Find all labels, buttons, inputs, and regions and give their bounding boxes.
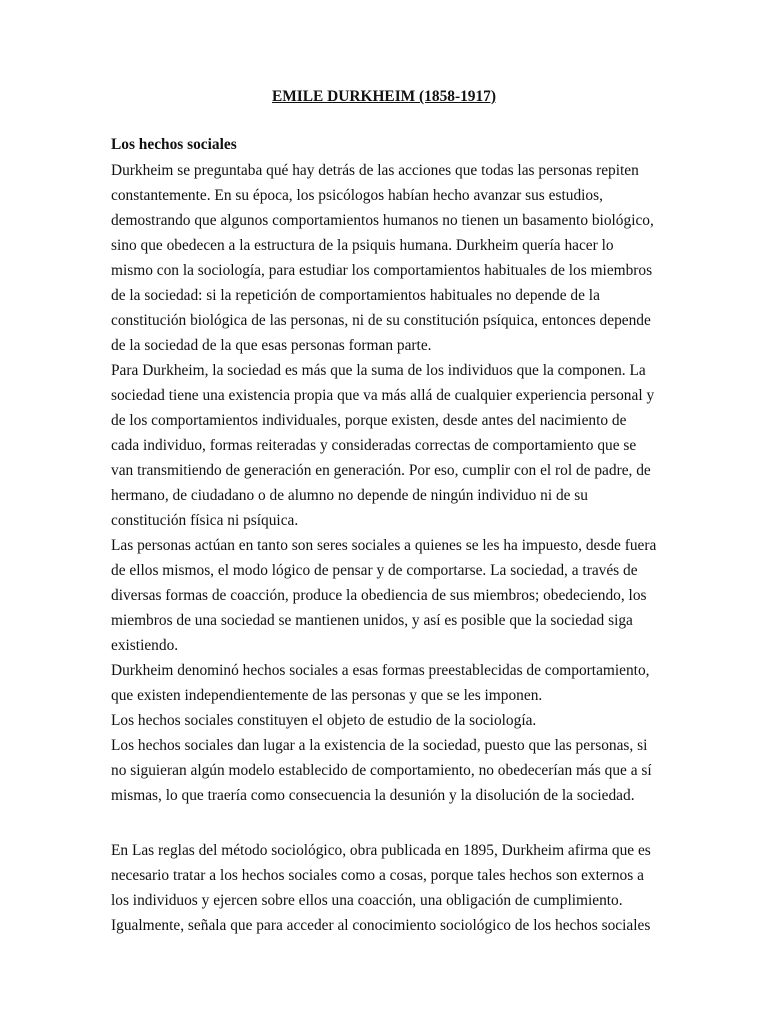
body-text (111, 158, 671, 808)
paragraph (111, 658, 671, 708)
paragraph (111, 533, 671, 658)
text-line: Los hechos sociales dan lugar a la existencia de la sociedad, puesto que las personas, si (111, 737, 648, 754)
paragraph (111, 733, 671, 808)
text-line: van transmitiendo de generación en generación. Por eso, cumplir con el rol de padre, de (111, 462, 651, 479)
text-line: que existen independientemente de las personas y que se les imponen. (111, 687, 543, 704)
text-line: Igualmente, señala que para acceder al conocimiento sociológico de los hechos sociales (111, 917, 651, 934)
paragraph (111, 158, 671, 358)
text-line: sociedad tiene una existencia propia que va más allá de cualquier experiencia personal y (111, 387, 655, 404)
paragraph (111, 708, 671, 733)
text-line: de la sociedad: si la repetición de comportamientos habituales no depende de la (111, 287, 600, 304)
text-line: diversas formas de coacción, produce la obediencia de sus miembros; obedeciendo, los (111, 587, 647, 604)
paragraph (111, 358, 671, 533)
text-line: miembros de una sociedad se mantienen unidos, y así es posible que la sociedad siga (111, 612, 633, 629)
text-line: de la sociedad de la que esas personas forman parte. (111, 337, 432, 354)
text-line: Durkheim se preguntaba qué hay detrás de las acciones que todas las personas repiten (111, 162, 639, 179)
text-line: no siguieran algún modelo establecido de comportamiento, no obedecerían más que a sí (111, 762, 652, 779)
text-line: mismas, lo que traería como consecuencia la desunión y la disolución de la sociedad. (111, 787, 635, 804)
text-line: constantemente. En su época, los psicólogos habían hecho avanzar sus estudios, (111, 187, 603, 204)
text-line: de ellos mismos, el modo lógico de pensar y de comportarse. La sociedad, a través de (111, 562, 638, 579)
text-line: Durkheim denominó hechos sociales a esas formas preestablecidas de comportamiento, (111, 662, 650, 679)
section-heading: Los hechos sociales (111, 136, 237, 153)
text-line: demostrando que algunos comportamientos humanos no tienen un basamento biológico, (111, 212, 654, 229)
text-line: En Las reglas del método sociológico, obra publicada en 1895, Durkheim afirma que es (111, 842, 651, 859)
text-line: cada individuo, formas reiteradas y consideradas correctas de comportamiento que se (111, 437, 637, 454)
text-line: mismo con la sociología, para estudiar los comportamientos habituales de los miembros (111, 262, 653, 279)
text-line: hermano, de ciudadano o de alumno no depende de ningún individuo ni de su (111, 487, 588, 504)
text-line: los individuos y ejercen sobre ellos una coacción, una obligación de cumplimiento. (111, 892, 623, 909)
document-title: EMILE DURKHEIM (1858-1917) (271, 88, 496, 105)
text-line: Los hechos sociales constituyen el objeto de estudio de la sociología. (111, 712, 537, 729)
text-line: necesario tratar a los hechos sociales como a cosas, porque tales hechos son externos a (111, 867, 644, 884)
body-text-continued (111, 838, 671, 938)
text-line: sino que obedecen a la estructura de la psiquis humana. Durkheim quería hacer lo (111, 237, 614, 254)
text-line: de los comportamientos individuales, porque existen, desde antes del nacimiento de (111, 412, 627, 429)
text-line: existiendo. (111, 637, 179, 654)
text-line: constitución biológica de las personas, ni de su constitución psíquica, entonces depende (111, 312, 651, 329)
paragraph (111, 838, 671, 938)
text-line: constitución física ni psíquica. (111, 512, 299, 529)
text-line: Para Durkheim, la sociedad es más que la suma de los individuos que la componen. La (111, 362, 646, 379)
text-line: Las personas actúan en tanto son seres sociales a quienes se les ha impuesto, desde fuera (111, 537, 657, 554)
